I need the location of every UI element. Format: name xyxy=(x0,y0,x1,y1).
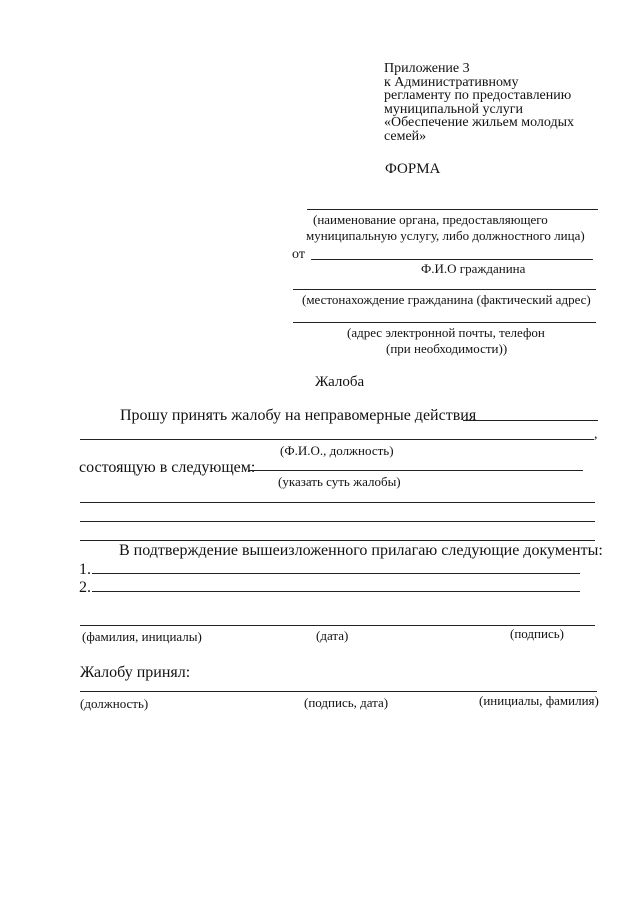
person-line[interactable] xyxy=(80,439,594,440)
date-hint: (дата) xyxy=(316,628,349,643)
request-text: Прошу принять жалобу на неправомерные действия xyxy=(120,407,477,424)
essence-line-4[interactable] xyxy=(80,540,595,541)
actions-line[interactable] xyxy=(463,420,598,421)
item-2-label: 2. xyxy=(79,579,91,596)
consisting-label: состоящую в следующем: xyxy=(79,459,256,476)
email-line[interactable] xyxy=(293,322,596,323)
essence-line-2[interactable] xyxy=(80,502,595,503)
annex-line-2: к Административному xyxy=(384,74,519,90)
item-1-line[interactable] xyxy=(92,573,580,574)
comma: , xyxy=(594,427,598,442)
accepted-line[interactable] xyxy=(80,691,597,692)
sign-hint: (подпись) xyxy=(510,626,564,641)
form-title: ФОРМА xyxy=(385,161,441,177)
sign-date-hint: (подпись, дата) xyxy=(304,695,389,710)
organ-hint-2: муниципальную услугу, либо должностного лица) xyxy=(306,228,585,243)
name-hint: (фамилия, инициалы) xyxy=(82,629,202,644)
annex-line-3: регламенту по предоставлению xyxy=(384,88,572,103)
fio-hint: Ф.И.О гражданина xyxy=(421,261,526,276)
accepted-label: Жалобу принял: xyxy=(80,664,191,681)
fio-position-hint: (Ф.И.О., должность) xyxy=(280,443,394,458)
complaint-title: Жалоба xyxy=(315,374,365,390)
email-hint-1: (адрес электронной почты, телефон xyxy=(347,325,545,340)
initials-hint: (инициалы, фамилия) xyxy=(479,693,599,708)
annex-line-1: Приложение 3 xyxy=(384,61,470,76)
annex-line-6: семей» xyxy=(384,128,427,144)
organ-line[interactable] xyxy=(307,209,598,210)
annex-block xyxy=(384,62,614,143)
position-hint: (должность) xyxy=(80,696,149,711)
essence-line[interactable] xyxy=(248,470,583,471)
item-1-label: 1. xyxy=(79,561,91,578)
from-label: от xyxy=(292,247,305,262)
address-hint: (местонахождение гражданина (фактический адрес) xyxy=(302,292,591,307)
email-hint-2: (при необходимости)) xyxy=(386,341,508,356)
fio-line[interactable] xyxy=(311,259,593,260)
essence-hint: (указать суть жалобы) xyxy=(278,474,401,489)
item-2-line[interactable] xyxy=(92,591,580,592)
annex-line-4: муниципальной услуги xyxy=(384,101,523,117)
annex-line-5: «Обеспечение жильем молодых xyxy=(384,115,575,130)
attachments-text: В подтверждение вышеизложенного прилагаю следующие документы: xyxy=(119,542,603,559)
essence-line-3[interactable] xyxy=(80,521,595,522)
address-line[interactable] xyxy=(293,289,596,290)
organ-hint-1: (наименование органа, предоставляющего xyxy=(313,212,548,227)
